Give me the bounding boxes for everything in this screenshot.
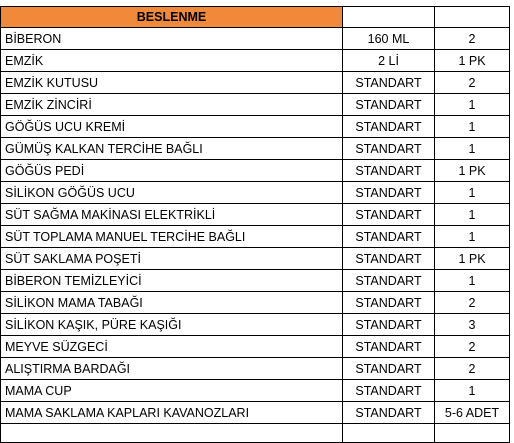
quantity-cell[interactable]: 2 [435, 72, 510, 94]
table-row [1, 72, 510, 94]
quantity-cell[interactable]: 2 [435, 336, 510, 358]
section-title-cell[interactable]: BESLENME [1, 7, 343, 28]
table-row [1, 116, 510, 138]
item-name-cell[interactable]: SÜT TOPLAMA MANUEL TERCİHE BAĞLI [1, 226, 343, 248]
table-row [1, 314, 510, 336]
size-cell[interactable]: STANDART [343, 336, 435, 358]
item-name-cell[interactable]: GÖĞÜS PEDİ [1, 160, 343, 182]
size-cell[interactable]: STANDART [343, 116, 435, 138]
item-name-cell[interactable]: MAMA CUP [1, 380, 343, 402]
item-name-cell[interactable]: SİLİKON GÖĞÜS UCU [1, 182, 343, 204]
item-name-cell[interactable]: SÜT SAĞMA MAKİNASI ELEKTRİKLİ [1, 204, 343, 226]
size-cell[interactable]: STANDART [343, 182, 435, 204]
item-name-cell[interactable]: SİLİKON MAMA TABAĞI [1, 292, 343, 314]
table-row [1, 270, 510, 292]
table-row [1, 160, 510, 182]
quantity-cell[interactable]: 3 [435, 314, 510, 336]
size-cell[interactable]: STANDART [343, 226, 435, 248]
size-cell[interactable]: STANDART [343, 380, 435, 402]
quantity-cell[interactable]: 2 [435, 28, 510, 50]
item-name-cell[interactable]: SİLİKON KAŞIK, PÜRE KAŞIĞI [1, 314, 343, 336]
quantity-cell[interactable]: 1 [435, 138, 510, 160]
quantity-cell[interactable]: 5-6 ADET [435, 402, 510, 424]
item-name-cell[interactable]: EMZİK ZİNCİRİ [1, 94, 343, 116]
table-row [1, 380, 510, 402]
size-cell[interactable]: STANDART [343, 160, 435, 182]
item-name-cell[interactable]: EMZİK KUTUSU [1, 72, 343, 94]
item-name-cell[interactable]: SÜT SAKLAMA POŞETİ [1, 248, 343, 270]
shopping-list-table [0, 6, 510, 443]
quantity-cell[interactable]: 1 [435, 94, 510, 116]
quantity-cell[interactable]: 1 [435, 226, 510, 248]
quantity-cell[interactable]: 1 [435, 380, 510, 402]
header-empty-cell[interactable] [343, 7, 435, 28]
quantity-cell[interactable]: 1 [435, 270, 510, 292]
table-header-row [1, 7, 510, 28]
table-row [1, 204, 510, 226]
table-row [1, 182, 510, 204]
size-cell[interactable]: STANDART [343, 292, 435, 314]
table-row [1, 50, 510, 72]
quantity-cell[interactable]: 2 [435, 358, 510, 380]
size-cell[interactable]: STANDART [343, 402, 435, 424]
quantity-cell[interactable]: 1 [435, 204, 510, 226]
size-cell[interactable]: STANDART [343, 314, 435, 336]
size-cell[interactable]: STANDART [343, 72, 435, 94]
size-cell[interactable]: STANDART [343, 204, 435, 226]
header-empty-cell[interactable] [435, 7, 510, 28]
table-row [1, 248, 510, 270]
table-row [1, 28, 510, 50]
item-name-cell[interactable]: MAMA SAKLAMA KAPLARI KAVANOZLARI [1, 402, 343, 424]
quantity-cell[interactable]: 1 PK [435, 50, 510, 72]
table-row [1, 138, 510, 160]
size-cell[interactable]: STANDART [343, 270, 435, 292]
table-row [1, 402, 510, 424]
item-name-cell[interactable]: GÖĞÜS UCU KREMİ [1, 116, 343, 138]
quantity-cell[interactable]: 1 [435, 116, 510, 138]
quantity-cell[interactable]: 1 [435, 182, 510, 204]
item-name-cell[interactable]: GÜMÜŞ KALKAN TERCİHE BAĞLI [1, 138, 343, 160]
size-cell[interactable]: STANDART [343, 94, 435, 116]
item-name-cell[interactable]: BİBERON [1, 28, 343, 50]
table-row [1, 292, 510, 314]
table-row [1, 226, 510, 248]
size-cell[interactable]: STANDART [343, 358, 435, 380]
table-row [1, 336, 510, 358]
table-row [1, 358, 510, 380]
size-cell[interactable]: STANDART [343, 138, 435, 160]
size-cell[interactable]: 160 ML [343, 28, 435, 50]
item-name-cell[interactable]: BİBERON TEMİZLEYİCİ [1, 270, 343, 292]
quantity-cell[interactable]: 2 [435, 292, 510, 314]
size-cell[interactable]: STANDART [343, 248, 435, 270]
quantity-cell[interactable]: 1 PK [435, 248, 510, 270]
item-name-cell[interactable]: MEYVE SÜZGECİ [1, 336, 343, 358]
size-cell[interactable]: 2 Lİ [343, 50, 435, 72]
item-name-cell[interactable]: EMZİK [1, 50, 343, 72]
table-row [1, 94, 510, 116]
quantity-cell[interactable]: 1 PK [435, 160, 510, 182]
item-name-cell[interactable]: ALIŞTIRMA BARDAĞI [1, 358, 343, 380]
